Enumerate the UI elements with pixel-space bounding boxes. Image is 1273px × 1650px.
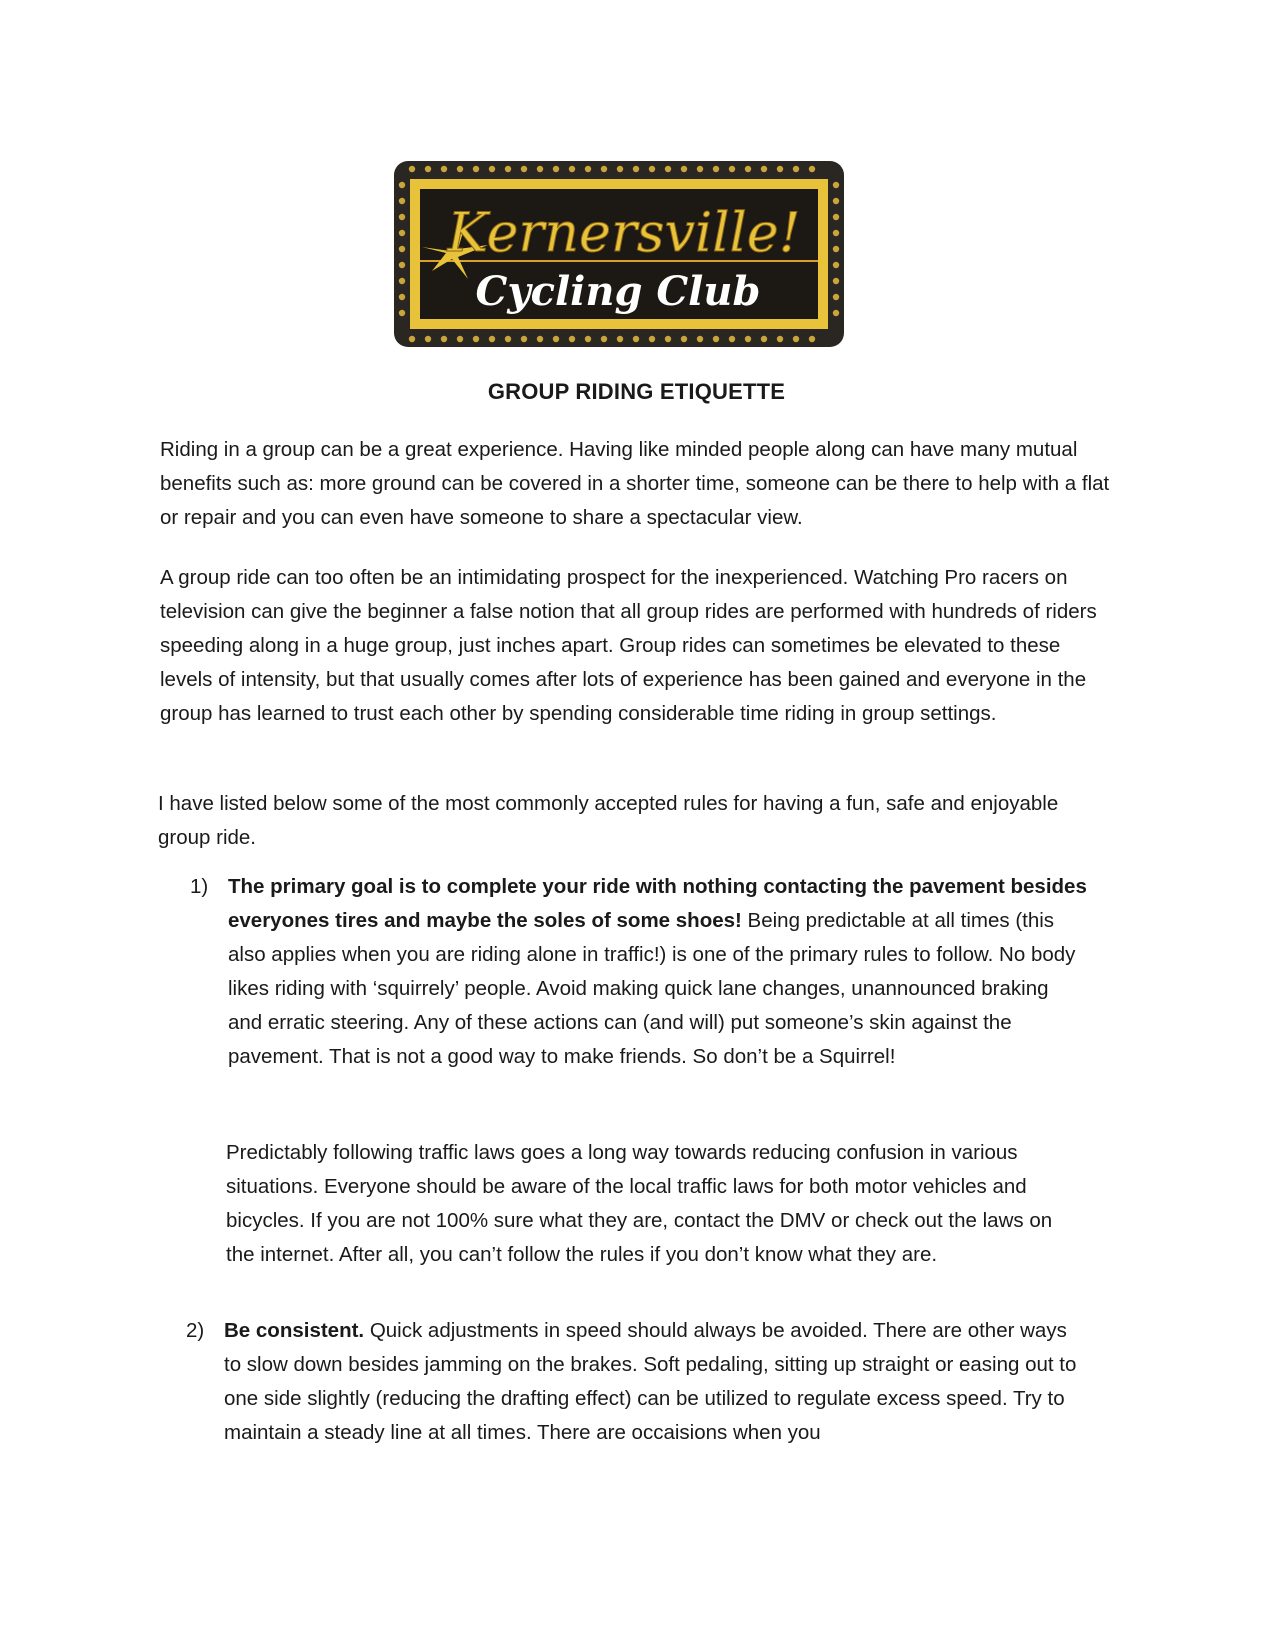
chain-link bbox=[553, 336, 559, 342]
chain-link bbox=[425, 336, 431, 342]
chain-link bbox=[399, 198, 405, 204]
chain-link bbox=[399, 214, 405, 220]
chain-link bbox=[833, 310, 839, 316]
chain-link bbox=[399, 294, 405, 300]
logo-line2: Cycling Club bbox=[475, 268, 761, 315]
chain-link bbox=[833, 198, 839, 204]
chain-link bbox=[649, 336, 655, 342]
chain-link bbox=[569, 336, 575, 342]
rule-number: 1) bbox=[190, 875, 209, 898]
chain-link bbox=[833, 246, 839, 252]
chain-link bbox=[777, 336, 783, 342]
chain-link bbox=[399, 230, 405, 236]
chain-link bbox=[585, 336, 591, 342]
chain-link bbox=[681, 336, 687, 342]
chain-link bbox=[399, 278, 405, 284]
chain-link bbox=[457, 166, 463, 172]
chain-link bbox=[761, 336, 767, 342]
chain-link bbox=[537, 166, 543, 172]
chain-link bbox=[505, 166, 511, 172]
chain-link bbox=[745, 336, 751, 342]
chain-link bbox=[399, 182, 405, 188]
chain-link bbox=[521, 336, 527, 342]
document-title: GROUP RIDING ETIQUETTE bbox=[487, 379, 786, 404]
chain-link bbox=[473, 336, 479, 342]
chain-link bbox=[553, 166, 559, 172]
chain-link bbox=[809, 166, 815, 172]
chain-link bbox=[697, 166, 703, 172]
chain-link bbox=[697, 336, 703, 342]
chain-link bbox=[833, 182, 839, 188]
club-logo bbox=[392, 159, 846, 349]
chain-link bbox=[665, 166, 671, 172]
rule-item-1-extra: Predictably following traffic laws goes a long way towards reducing confusion in various situations. Everyone should be aware of the local traffic laws for both motor vehicles and bicycles. If you are not 100% sure what they are, contact the DMV or check out the laws on the internet. After all, you can’t follow the rules if you don’t know what they are. bbox=[226, 1141, 1053, 1266]
chain-link bbox=[777, 166, 783, 172]
chain-link bbox=[409, 166, 415, 172]
chain-link bbox=[833, 278, 839, 284]
chain-link bbox=[505, 336, 511, 342]
chain-link bbox=[399, 246, 405, 252]
chain-link bbox=[473, 166, 479, 172]
chain-link bbox=[649, 166, 655, 172]
rule-item-1 bbox=[190, 870, 1088, 1074]
chain-link bbox=[489, 166, 495, 172]
chain-link bbox=[399, 262, 405, 268]
chain-link bbox=[809, 336, 815, 342]
rule-heading: The primary goal is to complete your ride with nothing contacting the pavement besides everyones tires and maybe the soles of some shoes! bbox=[228, 875, 1087, 932]
chain-link bbox=[441, 336, 447, 342]
intro-paragraph-3: I have listed below some of the most commonly accepted rules for having a fun, safe and enjoyable group ride. bbox=[158, 792, 1059, 849]
chain-link bbox=[441, 166, 447, 172]
intro-paragraph-1: Riding in a group can be a great experience. Having like minded people along can have many mutual benefits such as: more ground can be covered in a shorter time, someone can be there to help with a flat or repair and you can even have someone to share a spectacular view. bbox=[160, 438, 1110, 529]
rule-number: 2) bbox=[186, 1319, 205, 1342]
chain-link bbox=[409, 336, 415, 342]
chain-link bbox=[793, 336, 799, 342]
intro-paragraph-2: A group ride can too often be an intimidating prospect for the inexperienced. Watching Pro racers on television can give the beginner a false notion that all group rides are performed with hundreds of riders speeding along in a huge group, just inches apart. Group rides can sometimes be elevated to these levels of intensity, but that usually comes after lots of experience has been gained and everyone in the group has learned to trust each other by spending considerable time riding in group settings. bbox=[160, 566, 1097, 725]
chain-link bbox=[833, 262, 839, 268]
chain-link bbox=[425, 166, 431, 172]
rule-heading: Be consistent. bbox=[224, 1319, 365, 1342]
chain-link bbox=[833, 230, 839, 236]
chain-link bbox=[745, 166, 751, 172]
chain-link bbox=[729, 166, 735, 172]
chain-link bbox=[633, 166, 639, 172]
chain-link bbox=[537, 336, 543, 342]
chain-link bbox=[713, 166, 719, 172]
chain-link bbox=[569, 166, 575, 172]
chain-link bbox=[633, 336, 639, 342]
chain-link bbox=[521, 166, 527, 172]
chain-link bbox=[399, 310, 405, 316]
chain-link bbox=[457, 336, 463, 342]
chain-link bbox=[585, 166, 591, 172]
chain-link bbox=[601, 166, 607, 172]
chain-link bbox=[761, 166, 767, 172]
chain-link bbox=[713, 336, 719, 342]
rule-text: Quick adjustments in speed should always be avoided. There are other ways to slow down besides jamming on the brakes. Soft pedaling, sitting up straight or easing out to one side slightly (reducing the drafting effect) can be utilized to regulate excess speed. Try to maintain a steady line at all times. There are occaisions when you bbox=[224, 1319, 1077, 1444]
chain-link bbox=[489, 336, 495, 342]
chain-link bbox=[665, 336, 671, 342]
logo-line1: Kernersville! bbox=[447, 201, 801, 264]
chain-link bbox=[793, 166, 799, 172]
chain-link bbox=[833, 294, 839, 300]
chain-link bbox=[617, 166, 623, 172]
chain-link bbox=[617, 336, 623, 342]
chain-link bbox=[833, 214, 839, 220]
chain-link bbox=[681, 166, 687, 172]
chain-link bbox=[601, 336, 607, 342]
chain-link bbox=[729, 336, 735, 342]
rule-text: Being predictable at all times (this also applies when you are riding alone in traffic!) is one of the primary rules to follow. No body likes riding with ‘squirrely’ people. Avoid making quick lane changes, unannounced braking and erratic steering. Any of these actions can (and will) put someone’s skin against the pavement. That is not a good way to make friends. So don’t be a Squirrel! bbox=[228, 909, 1076, 1068]
rule-item-2 bbox=[186, 1314, 1084, 1450]
